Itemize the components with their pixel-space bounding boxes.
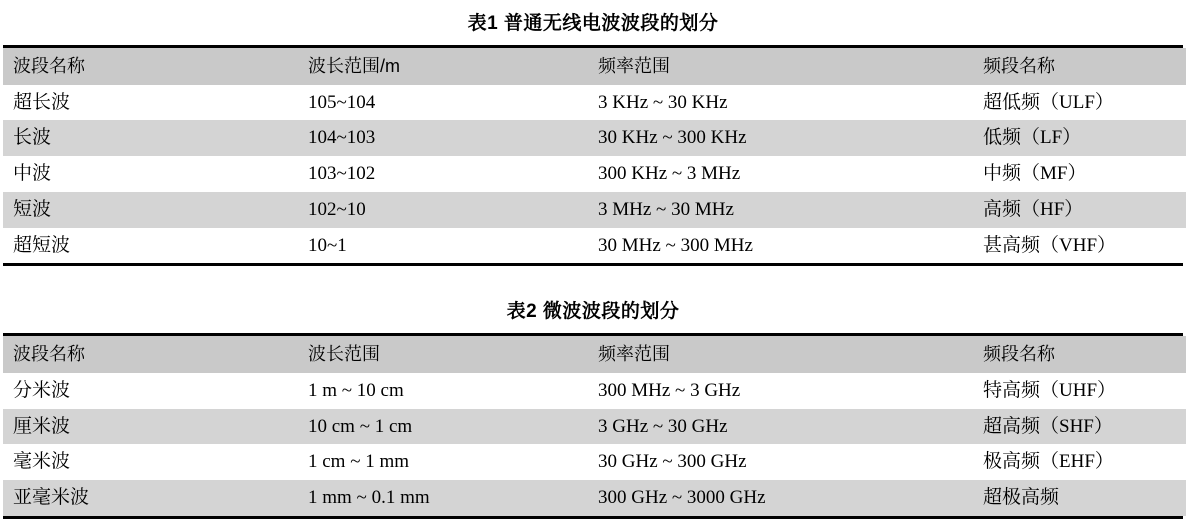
table-2-cell-3-1: 1 mm ~ 0.1 mm (308, 487, 430, 508)
table-2-cell-2-1: 1 cm ~ 1 mm (308, 451, 410, 473)
table-1-cell-1-3: 低频（LF） (983, 127, 1082, 149)
table-2-bottom-rule (3, 516, 1183, 519)
table-1-cell-1-1: 104~103 (308, 127, 376, 149)
table-1-cell-1-2: 30 KHz ~ 300 KHz (598, 127, 747, 149)
table-1-cell-4-3: 甚高频（VHF） (983, 234, 1117, 256)
table-row (3, 228, 1186, 264)
table-2-cell-2-3: 极高频（EHF） (983, 451, 1114, 473)
table-1-cell-0-0: 超长波 (13, 91, 71, 113)
table-1-cell-2-0: 中波 (13, 163, 52, 184)
table-2-header-cell-1: 波长范围 (308, 344, 380, 365)
table-1-header-row (3, 48, 1186, 85)
table-2-header-cell-3: 频段名称 (983, 344, 1055, 365)
table-2-cell-1-2: 3 GHz ~ 30 GHz (598, 415, 728, 437)
table-row (3, 480, 1186, 516)
section-gap (0, 266, 1186, 282)
table-2-cell-1-0: 厘米波 (13, 415, 71, 437)
table-2-caption: 表2 微波波段的划分 (506, 301, 680, 323)
table-2-cell-2-0: 毫米波 (13, 451, 71, 473)
table-1-header-cell-2: 频率范围 (598, 56, 670, 76)
table-2-cell-0-2: 300 MHz ~ 3 GHz (598, 379, 741, 401)
table-1-cell-1-0: 长波 (13, 127, 52, 149)
table-1-cell-3-0: 短波 (13, 198, 52, 220)
table-row (3, 409, 1186, 445)
table-2-cell-3-3: 超极高频 (983, 487, 1060, 508)
table-1-cell-4-2: 30 MHz ~ 300 MHz (598, 234, 753, 256)
table-1-cell-0-1: 105~104 (308, 91, 376, 113)
table-1-cell-0-3: 超低频（ULF） (983, 91, 1114, 113)
table-1-cell-3-1: 102~10 (308, 198, 366, 220)
table-row (3, 192, 1186, 228)
table-1-cell-4-1: 10~1 (308, 234, 347, 256)
table-1-header-cell-1: 波长范围/m (308, 56, 400, 76)
table-row (3, 444, 1186, 480)
table-2-header-cell-2: 频率范围 (598, 344, 670, 365)
table-2-cell-3-0: 亚毫米波 (13, 487, 90, 508)
table-1-caption: 表1 普通无线电波波段的划分 (467, 13, 719, 34)
table-2-cell-1-1: 10 cm ~ 1 cm (308, 415, 413, 437)
table-1-header-cell-3: 频段名称 (983, 56, 1055, 76)
table-1-cell-2-2: 300 KHz ~ 3 MHz (598, 163, 741, 184)
table-row (3, 120, 1186, 156)
table-2-cell-0-0: 分米波 (13, 379, 71, 401)
table-row (3, 85, 1186, 121)
table-2-header-cell-0: 波段名称 (13, 344, 85, 365)
table-1-cell-4-0: 超短波 (13, 234, 71, 256)
table-2-cell-2-2: 30 GHz ~ 300 GHz (598, 451, 747, 473)
table-1-cell-2-1: 103~102 (308, 163, 376, 184)
table-2-cell-3-2: 300 GHz ~ 3000 GHz (598, 487, 766, 508)
table-1-cell-3-2: 3 MHz ~ 30 MHz (598, 198, 734, 220)
table-2-cell-0-3: 特高频（UHF） (983, 379, 1117, 401)
table-1-header-cell-0: 波段名称 (13, 56, 85, 76)
table-1-cell-2-3: 中频（MF） (983, 163, 1087, 184)
table-1-cell-0-2: 3 KHz ~ 30 KHz (598, 91, 728, 113)
table-row (3, 373, 1186, 409)
table-2-cell-0-1: 1 m ~ 10 cm (308, 379, 404, 401)
table-2-cell-1-3: 超高频（SHF） (983, 415, 1113, 437)
table-1-cell-3-3: 高频（HF） (983, 198, 1084, 220)
table-2 (3, 336, 1186, 516)
table-1 (3, 48, 1186, 263)
table-2-header-row (3, 336, 1186, 373)
table-row (3, 156, 1186, 192)
table-block-2 (0, 282, 1186, 519)
